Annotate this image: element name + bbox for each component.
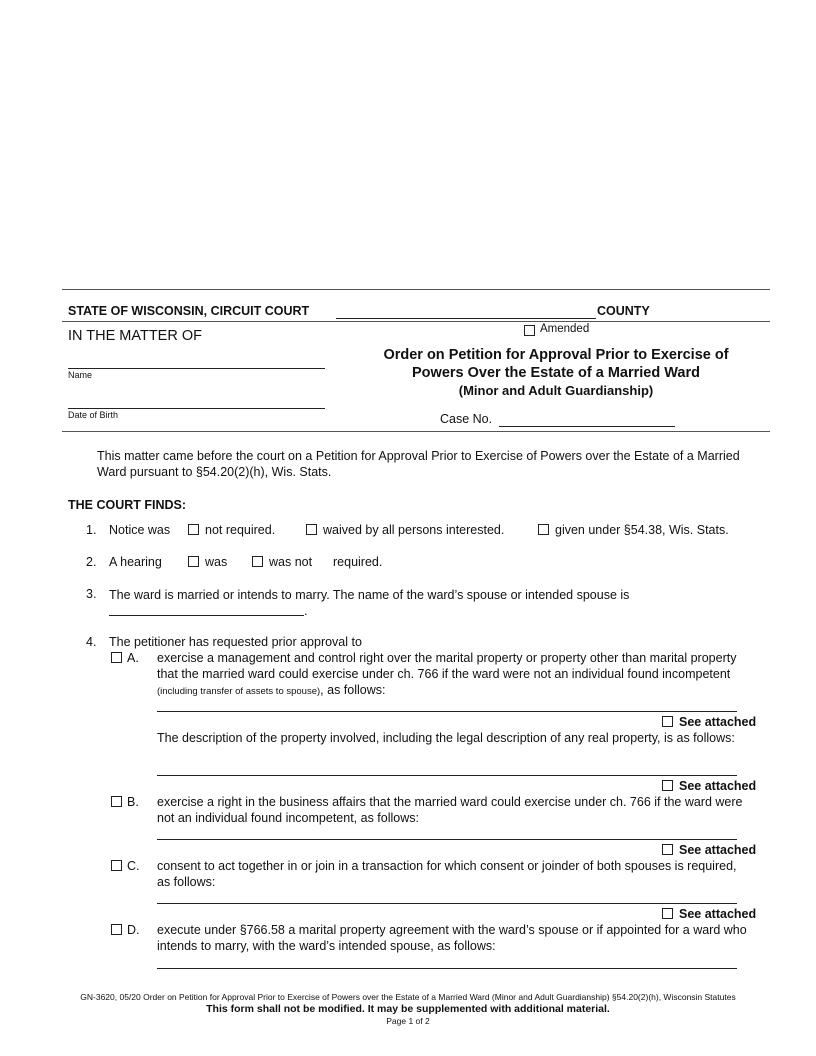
option-a-checkbox[interactable] <box>111 652 122 663</box>
item-2-number: 2. <box>86 555 97 569</box>
option-c-see-attached-label: See attached <box>679 907 757 921</box>
property-see-attached-checkbox[interactable] <box>662 780 673 791</box>
option-b-see-attached-checkbox[interactable] <box>662 844 673 855</box>
option-a-answer-field[interactable] <box>157 711 737 712</box>
option-b-label: B. <box>127 795 139 809</box>
option-d-answer-field[interactable] <box>157 968 737 969</box>
hearing-tail: required. <box>333 555 383 569</box>
hearing-was-not-checkbox[interactable] <box>252 556 263 567</box>
notice-waived-label: waived by all persons interested. <box>323 523 505 537</box>
form-title-line-1: Order on Petition for Approval Prior to Exercise of <box>383 347 729 363</box>
option-a-main: exercise a management and control right over the marital property or property other than marital property that the married ward could exercise under ch. 766 if the ward were not an individual found incompetent <box>157 651 737 681</box>
notice-not-required-checkbox[interactable] <box>188 524 199 535</box>
county-label: COUNTY <box>597 304 650 318</box>
option-d-label: D. <box>127 923 140 937</box>
hearing-lead: A hearing <box>109 555 162 569</box>
amended-label: Amended <box>540 323 590 335</box>
amended-checkbox[interactable] <box>524 325 535 336</box>
option-d-text: execute under §766.58 a marital property agreement with the ward’s spouse or if appointed for a ward who intends to marry, with the ward’s intended spouse, as follows: <box>157 923 747 953</box>
option-c-checkbox[interactable] <box>111 860 122 871</box>
spouse-period: . <box>304 604 308 618</box>
form-title <box>340 346 772 400</box>
name-label: Name <box>68 370 93 380</box>
spouse-name-field[interactable] <box>109 615 304 616</box>
footer-form-line: GN-3620, 05/20 Order on Petition for Approval Prior to Exercise of Powers over the Estate of a Married Ward (Minor and Adult Guardianship) §54.20(2)(h), Wisconsin Statutes <box>80 992 736 1002</box>
item-1-number: 1. <box>86 523 97 537</box>
option-c-answer-field[interactable] <box>157 903 737 904</box>
findings-heading: THE COURT FINDS: <box>68 498 187 512</box>
spouse-text: The ward is married or intends to marry. The name of the ward’s spouse or intended spouse is <box>109 588 630 602</box>
notice-waived-checkbox[interactable] <box>306 524 317 535</box>
option-a-label: A. <box>127 651 139 665</box>
form-title-line-3: (Minor and Adult Guardianship) <box>458 383 654 398</box>
option-c-label: C. <box>127 859 140 873</box>
property-see-attached-label: See attached <box>679 779 757 793</box>
option-b-answer-field[interactable] <box>157 839 737 840</box>
item-3-number: 3. <box>86 587 97 601</box>
footer-notice: This form shall not be modified. It may be supplemented with additional material. <box>206 1003 610 1015</box>
option-b-checkbox[interactable] <box>111 796 122 807</box>
court-label: STATE OF WISCONSIN, CIRCUIT COURT <box>68 304 310 318</box>
petition-lead: The petitioner has requested prior approval to <box>109 635 362 649</box>
option-a-note: (including transfer of assets to spouse) <box>157 686 321 697</box>
date-of-birth-label: Date of Birth <box>68 410 119 420</box>
property-description-field[interactable] <box>157 775 737 776</box>
option-a-tail: , as follows: <box>320 683 386 697</box>
in-matter-of-label: IN THE MATTER OF <box>68 328 202 344</box>
hearing-was-label: was <box>205 555 228 569</box>
hearing-was-checkbox[interactable] <box>188 556 199 567</box>
item-4-number: 4. <box>86 635 97 649</box>
option-b-see-attached-label: See attached <box>679 843 757 857</box>
notice-lead: Notice was <box>109 523 171 537</box>
option-b-text: exercise a right in the business affairs that the married ward could exercise under ch. 766 if the ward were not an individual found incompetent, as follows: <box>157 795 743 825</box>
intro-paragraph: This matter came before the court on a Petition for Approval Prior to Exercise of Powers over the Estate of a Married Ward pursuant to §54.20(2)(h), Wis. Stats. <box>97 449 740 479</box>
header-top-rule <box>62 289 770 290</box>
option-a-see-attached-checkbox[interactable] <box>662 716 673 727</box>
option-c-text: consent to act together in or join in a transaction for which consent or joinder of both spouses is required, as follows: <box>157 859 737 889</box>
notice-given-checkbox[interactable] <box>538 524 549 535</box>
option-c-see-attached-checkbox[interactable] <box>662 908 673 919</box>
hearing-was-not-label: was not <box>269 555 313 569</box>
header-bottom-rule <box>62 431 770 432</box>
option-a-text <box>157 650 759 700</box>
footer-page-number: Page 1 of 2 <box>386 1016 430 1026</box>
date-of-birth-field[interactable] <box>68 408 325 409</box>
case-no-label: Case No. <box>440 412 493 426</box>
county-name-field[interactable] <box>336 318 596 319</box>
case-no-field[interactable] <box>499 426 675 427</box>
property-description-text: The description of the property involved, including the legal description of any real property, is as follows: <box>157 731 735 745</box>
notice-not-required-label: not required. <box>205 523 276 537</box>
option-d-checkbox[interactable] <box>111 924 122 935</box>
header-mid-rule <box>62 321 770 322</box>
option-a-see-attached-label: See attached <box>679 715 757 729</box>
ward-name-field[interactable] <box>68 368 325 369</box>
form-title-line-2: Powers Over the Estate of a Married Ward <box>412 365 700 381</box>
notice-given-label: given under §54.38, Wis. Stats. <box>555 523 729 537</box>
